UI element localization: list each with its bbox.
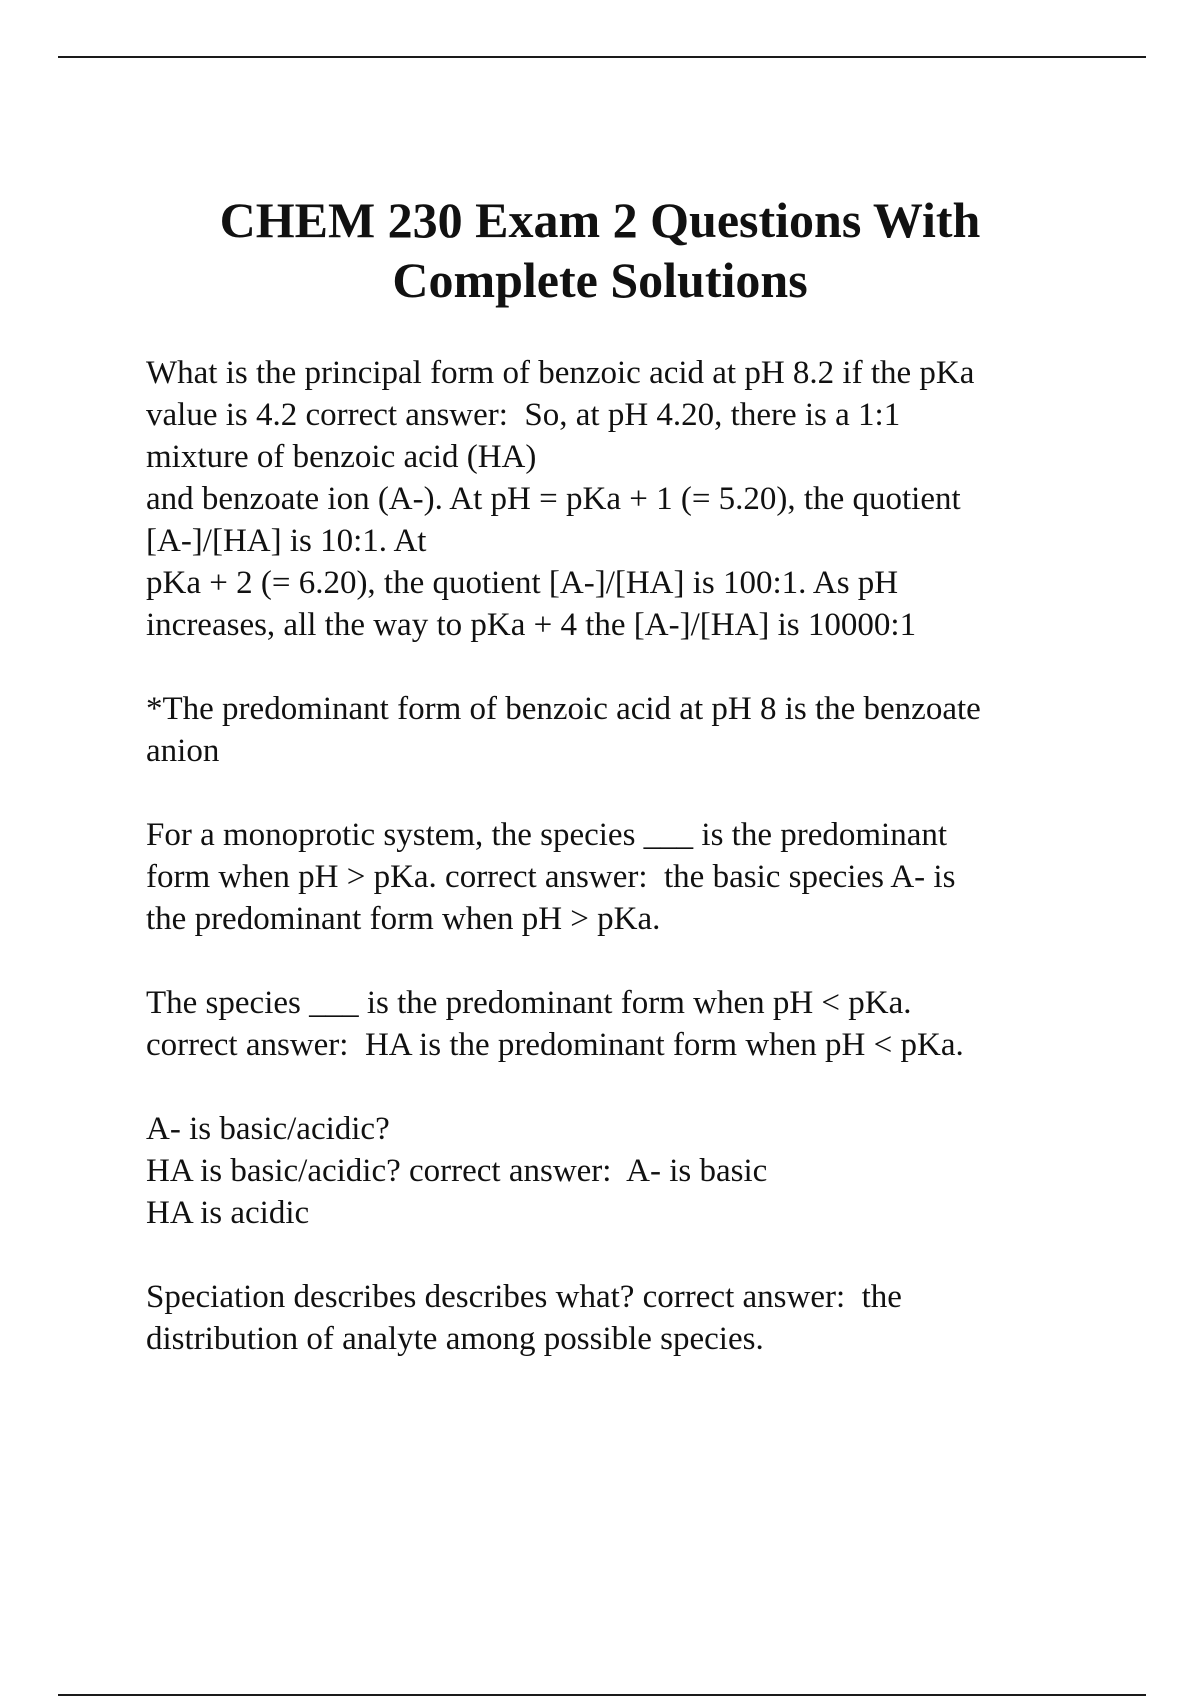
- document-body: [146, 352, 1106, 1402]
- text-line: value is 4.2 correct answer: So, at pH 4.20, there is a 1:1: [146, 397, 901, 433]
- text-line: anion: [146, 733, 220, 769]
- bottom-divider: [58, 1694, 1146, 1696]
- text-line: HA is acidic: [146, 1195, 310, 1231]
- title-line-1: CHEM 230 Exam 2 Questions With: [219, 192, 981, 248]
- text-line: *The predominant form of benzoic acid at pH 8 is the benzoate: [146, 691, 981, 727]
- qa-benzoic-acid-principal-form: [146, 352, 1106, 646]
- text-line: Speciation describes describes what? correct answer: the: [146, 1279, 902, 1315]
- text-line: HA is basic/acidic? correct answer: A- is basic: [146, 1153, 768, 1189]
- qa-speciation: [146, 1276, 1106, 1360]
- qa-species-ph-less: [146, 982, 1106, 1066]
- note-predominant-form: [146, 688, 1106, 772]
- text-line: What is the principal form of benzoic acid at pH 8.2 if the pKa: [146, 355, 975, 391]
- text-line: A- is basic/acidic?: [146, 1111, 390, 1147]
- qa-basic-acidic: [146, 1108, 1106, 1234]
- text-line: correct answer: HA is the predominant form when pH < pKa.: [146, 1027, 964, 1063]
- document-title: [100, 190, 1100, 310]
- title-line-2: Complete Solutions: [392, 252, 808, 308]
- top-divider: [58, 56, 1146, 58]
- text-line: form when pH > pKa. correct answer: the basic species A- is: [146, 859, 956, 895]
- text-line: [A-]/[HA] is 10:1. At: [146, 523, 427, 559]
- text-line: the predominant form when pH > pKa.: [146, 901, 661, 937]
- text-line: pKa + 2 (= 6.20), the quotient [A-]/[HA] is 100:1. As pH: [146, 565, 899, 601]
- text-line: and benzoate ion (A-). At pH = pKa + 1 (= 5.20), the quotient: [146, 481, 961, 517]
- text-line: For a monoprotic system, the species ___ is the predominant: [146, 817, 948, 853]
- text-line: mixture of benzoic acid (HA): [146, 439, 537, 475]
- text-line: increases, all the way to pKa + 4 the [A-]/[HA] is 10000:1: [146, 607, 917, 643]
- text-line: distribution of analyte among possible species.: [146, 1321, 764, 1357]
- text-line: The species ___ is the predominant form when pH < pKa.: [146, 985, 912, 1021]
- qa-monoprotic-ph-greater: [146, 814, 1106, 940]
